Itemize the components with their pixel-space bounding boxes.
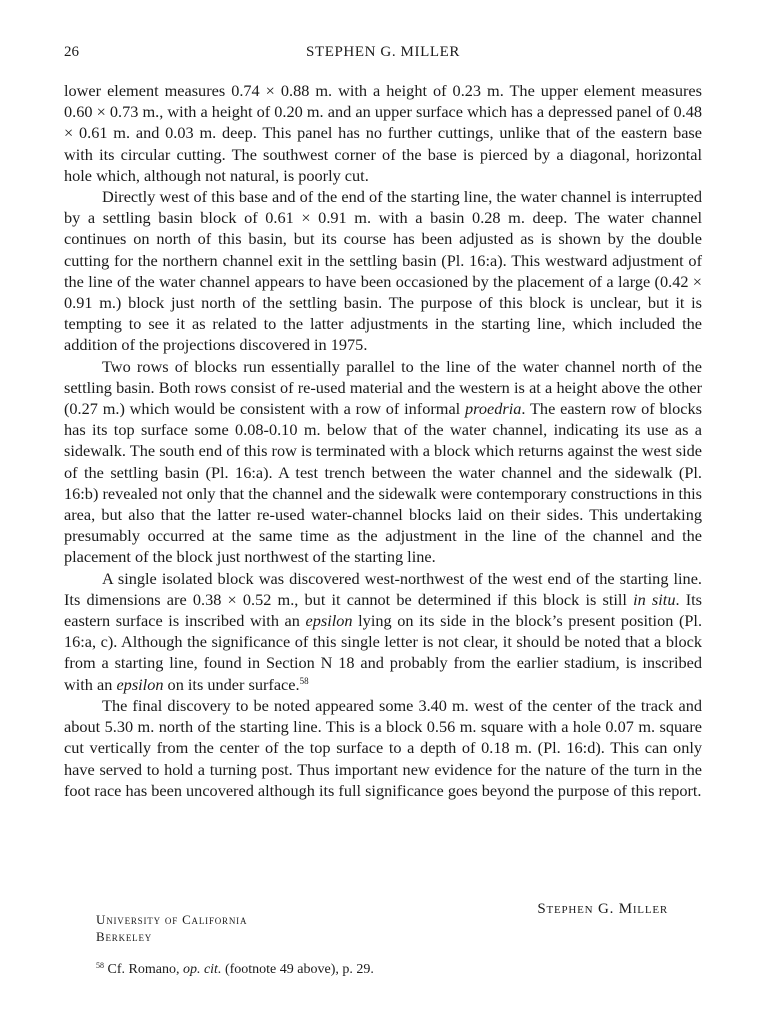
italic-term: epsilon <box>116 674 164 694</box>
footnote-58 <box>96 962 374 978</box>
text-run: on its under surface. <box>163 674 300 694</box>
page-number: 26 <box>64 44 79 60</box>
footnote-prefix: Cf. Romano, <box>104 962 183 977</box>
body-text <box>64 80 702 801</box>
footnote-italic: op. cit. <box>182 962 222 977</box>
text-run: The final discovery to be noted appeared some 3.40 m. west of the center of the track and about 5.30 m. north of the starting line. This is a block 0.56 m. square with a hole 0.07 m. square cut vertically from the center of the top surface to a depth of 0.18 m. (Pl. 16:d). This can only have served to hold a turning post. Thus important new evidence for the nature of the turn in the foot race has been uncovered although its full significance goes beyond the purpose of this report. <box>64 695 702 800</box>
italic-term: in situ <box>633 589 676 609</box>
running-title: STEPHEN G. MILLER <box>306 44 460 60</box>
paragraph <box>64 568 702 695</box>
text-run: . The eastern row of blocks has its top surface some 0.08-0.10 m. below that of the water channel, indicating its use as a sidewalk. The south end of this row is terminated with a block which returns against the west side of the settling basin (Pl. 16:a). A test trench between the water channel and the sidewalk (Pl. 16:b) revealed not only that the channel and the sidewalk were contemporary constructions in this area, but also that the latter re-used water-channel blocks laid on their sides. This undertaking presumably occurred at the same time as the adjustment in the line of the channel and the placement of the block just northwest of the starting line. <box>64 399 703 567</box>
footnote-reference: 58 <box>299 675 309 686</box>
italic-term: epsilon <box>305 611 353 631</box>
running-head <box>64 44 702 64</box>
text-run: . Its eastern surface is inscribed with an <box>64 589 702 631</box>
author-signature: Stephen G. Miller <box>537 901 668 917</box>
paragraph <box>64 80 702 186</box>
text-run: A single isolated block was discovered west-northwest of the west end of the starting line. Its dimensions are 0.38 × 0.52 m., but it cannot be determined if this block is still <box>64 568 702 609</box>
italic-term: proedria <box>465 399 522 419</box>
footnote-suffix: (footnote 49 above), p. 29. <box>221 962 374 977</box>
paragraph <box>64 695 702 801</box>
text-run: lying on its side in the block’s present position (Pl. 16:a, c). Although the significance of this single letter is not clear, it should be noted that a block from a starting line, found in Section N 18 and probably from the earlier stadium, is inscribed with an <box>64 611 703 694</box>
footnote-marker: 58 <box>96 961 104 970</box>
affiliation-line-2: Berkeley <box>96 929 153 944</box>
author-affiliation <box>96 911 247 945</box>
affiliation-line-1: University of California <box>96 912 248 927</box>
paragraph <box>64 356 702 568</box>
text-run: Directly west of this base and of the end of the starting line, the water channel is interrupted by a settling basin block of 0.61 × 0.91 m. with a basin 0.28 m. deep. The water channel continues on north of this basin, but its course has been adjusted as is shown by the double cutting for the northern channel exit in the settling basin (Pl. 16:a). This westward adjustment of the line of the water channel appears to have been occasioned by the placement of a large (0.42 × 0.91 m.) block just north of the settling basin. The purpose of this block is unclear, but it is tempting to see it as related to the latter adjustments in the starting line, which included the addition of the projections discovered in 1975. <box>64 187 702 355</box>
paragraph <box>64 186 702 356</box>
text-run: Two rows of blocks run essentially parallel to the line of the water channel north of the settling basin. Both rows consist of re-used material and the western is at a height above the other (0.27 m.) which would be consistent with a row of informal <box>64 356 702 419</box>
text-run: lower element measures 0.74 × 0.88 m. with a height of 0.23 m. The upper element measures 0.60 × 0.73 m., with a height of 0.20 m. and an upper surface which has a depressed panel of 0.48 × 0.61 m. and 0.03 m. deep. This panel has no further cuttings, unlike that of the eastern base with its circular cutting. The southwest corner of the base is pierced by a diagonal, horizontal hole which, although not natural, is poorly cut. <box>64 81 702 185</box>
